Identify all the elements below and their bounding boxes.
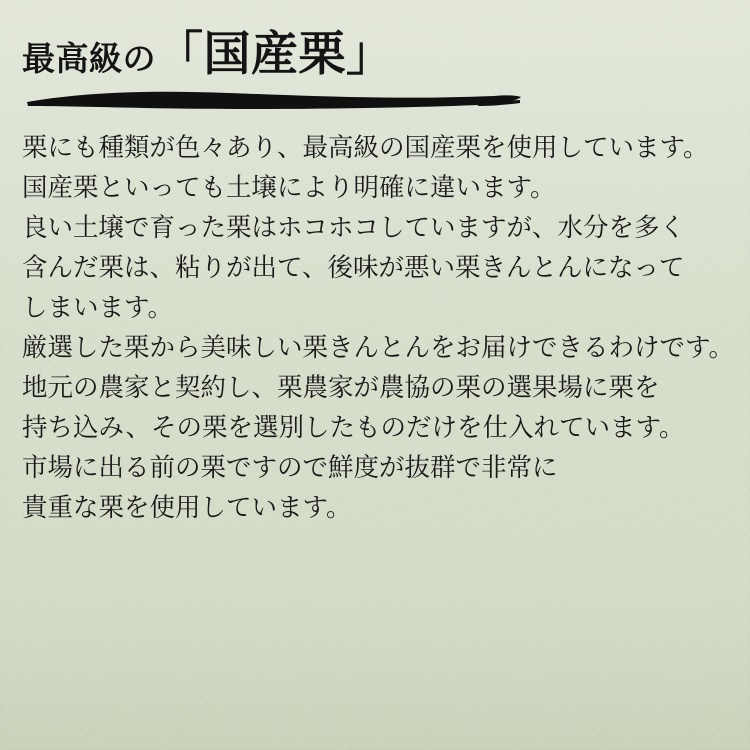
headline-quote-close: 」 <box>346 27 394 80</box>
body-line: 栗にも種類が色々あり、最高級の国産栗を使用しています。 <box>22 133 709 162</box>
body-line: 厳選した栗から美味しい栗きんとんをお届けできるわけです。 <box>22 334 734 363</box>
body-line: 地元の農家と契約し、栗農家が農協の栗の選果場に栗を <box>22 374 660 403</box>
headline-quote-open: 「 <box>156 27 204 80</box>
body-line: 持ち込み、その栗を選別したものだけを仕入れています。 <box>22 414 685 443</box>
body-line: 貴重な栗を使用しています。 <box>22 494 352 523</box>
headline-emphasis: 国産栗 <box>203 27 346 80</box>
body-line: 国産栗といっても土壌により明確に違います。 <box>22 173 556 202</box>
body-line: 市場に出る前の栗ですので鮮度が抜群で非常に <box>22 454 558 483</box>
body-line: 良い土壌で育った栗はホコホコしていますが、水分を多く <box>22 213 686 242</box>
body-line: 含んだ栗は、粘りが出て、後味が悪い栗きんとんになって <box>22 253 685 282</box>
page-title <box>22 28 728 80</box>
body-line: しまいます。 <box>22 294 173 322</box>
headline-prefix: 最高級の <box>22 40 156 77</box>
body-text <box>22 133 734 524</box>
brush-stroke-icon <box>24 86 524 112</box>
